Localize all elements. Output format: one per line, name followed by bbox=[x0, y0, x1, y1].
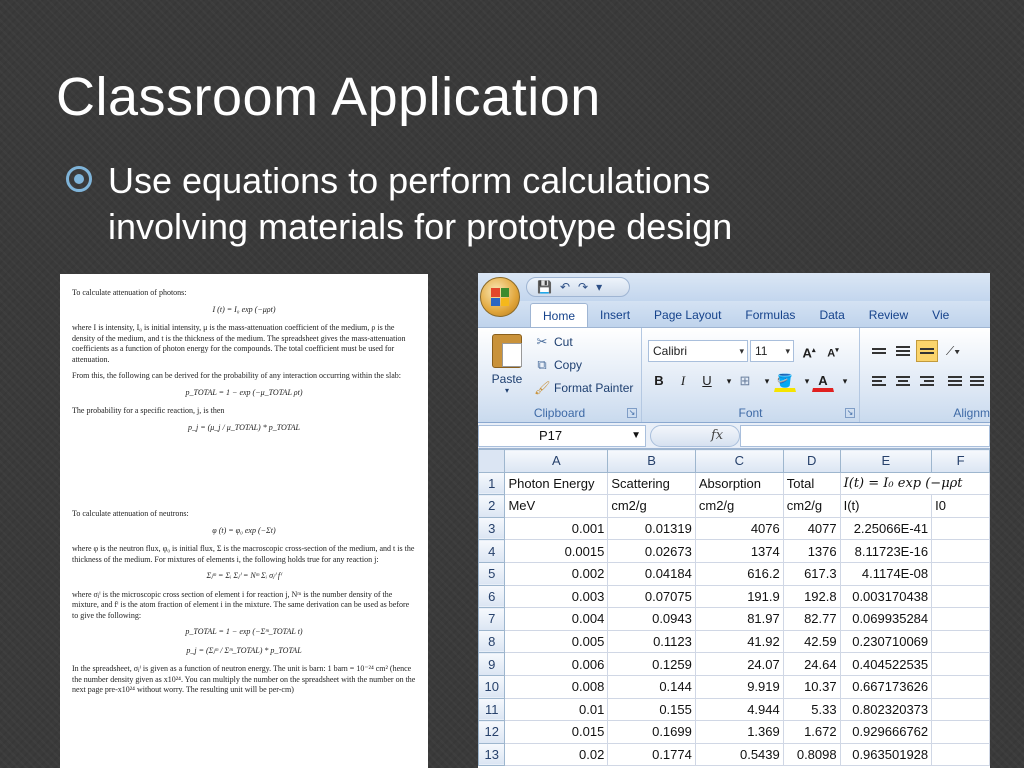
cell[interactable]: 4.1174E-08 bbox=[840, 562, 932, 585]
align-top-icon[interactable] bbox=[868, 340, 890, 362]
cell[interactable]: 0.929666762 bbox=[840, 721, 932, 744]
formula-bar bbox=[478, 423, 990, 449]
cell[interactable]: 0.008 bbox=[505, 675, 608, 698]
cell[interactable]: I(t) = I₀ exp (−μρt bbox=[840, 472, 989, 495]
tab-view[interactable]: Vie bbox=[932, 308, 950, 322]
cell[interactable]: 0.002 bbox=[505, 562, 608, 585]
doc-equation: p_TOTAL = 1 − exp (−μ_TOTAL ρt) bbox=[185, 387, 303, 397]
tab-page-layout[interactable]: Page Layout bbox=[654, 308, 722, 322]
row-header[interactable]: 2 bbox=[479, 495, 505, 518]
dialog-launcher-icon[interactable]: ↘ bbox=[846, 408, 854, 417]
tab-review[interactable]: Review bbox=[868, 308, 909, 322]
table-row bbox=[479, 585, 990, 608]
cell[interactable]: 0.003 bbox=[505, 585, 608, 608]
cell[interactable]: 4077 bbox=[783, 517, 840, 540]
cell[interactable]: 9.919 bbox=[695, 675, 783, 698]
font-name-value: Calibri bbox=[653, 344, 688, 358]
doc-equation: Σⱼᵐ = Σᵢ Σⱼⁱ = Nᵐ Σᵢ σⱼⁱ fⁱ bbox=[206, 571, 282, 580]
cell[interactable] bbox=[932, 540, 990, 563]
cell[interactable]: 0.667173626 bbox=[840, 675, 932, 698]
cell[interactable]: 1.369 bbox=[695, 721, 783, 744]
paintbrush-icon: 🖌 bbox=[534, 380, 551, 395]
cell[interactable]: 616.2 bbox=[695, 562, 783, 585]
cell[interactable]: 1374 bbox=[695, 540, 783, 563]
cell[interactable]: 0.006 bbox=[505, 653, 608, 676]
orientation-icon[interactable]: ⟋▾ bbox=[945, 344, 961, 358]
chevron-down-icon: ▾ bbox=[785, 346, 790, 356]
slide-title: Classroom Application bbox=[56, 67, 601, 127]
row-header[interactable]: 11 bbox=[479, 698, 505, 721]
clipboard-group bbox=[478, 328, 642, 422]
doc-equation: I (t) = I₀ exp (−μρt) bbox=[212, 304, 276, 314]
cell[interactable]: 0.963501928 bbox=[840, 743, 932, 766]
office-button[interactable] bbox=[480, 277, 520, 317]
chevron-down-icon[interactable]: ▾ bbox=[804, 376, 810, 386]
undo-icon[interactable]: ↶ bbox=[559, 280, 571, 294]
cell[interactable]: cm2/g bbox=[783, 495, 840, 518]
table-row bbox=[479, 698, 990, 721]
copy-label: Copy bbox=[554, 358, 583, 372]
paste-label: Paste bbox=[491, 372, 523, 386]
cell[interactable]: 0.1123 bbox=[608, 630, 696, 653]
table-row bbox=[479, 540, 990, 563]
save-icon[interactable]: 💾 bbox=[537, 280, 552, 294]
table-row bbox=[479, 608, 990, 631]
cell[interactable]: 0.02673 bbox=[608, 540, 696, 563]
document-panel bbox=[60, 274, 428, 768]
cell[interactable]: I0 bbox=[932, 495, 990, 518]
excel-window bbox=[478, 273, 990, 768]
doc-paragraph: where I is intensity, I₀ is initial intensity, μ is the mass-attenuation coefficient of the medium, ρ is the density of the medium, and t is the thickness of the medium. The spreadsheet gives the mass-attenuation coefficients as a function of photon energy for the compounds. The total coefficient must be used for attenuation. bbox=[72, 323, 406, 364]
cut-button[interactable] bbox=[534, 334, 573, 350]
column-header[interactable]: F bbox=[932, 450, 990, 473]
cut-label: Cut bbox=[554, 335, 573, 349]
cell[interactable]: cm2/g bbox=[695, 495, 783, 518]
doc-paragraph: where φ is the neutron flux, φ₀ is initial flux, Σ is the macroscopic cross-section of the medium, and t is the thickness of the medium. For mixtures of elements i, the following holds true for any reaction j: bbox=[72, 544, 415, 564]
borders-icon[interactable]: ⊞ bbox=[739, 373, 751, 388]
table-row bbox=[479, 675, 990, 698]
cell[interactable]: 0.005 bbox=[505, 630, 608, 653]
row-header[interactable]: 5 bbox=[479, 562, 505, 585]
doc-equation: p_j = (μ_j / μ_TOTAL) * p_TOTAL bbox=[188, 422, 300, 432]
align-middle-icon[interactable] bbox=[892, 340, 914, 362]
format-painter-label: Format Painter bbox=[554, 381, 634, 395]
font-group-label: Font bbox=[738, 406, 763, 420]
cell[interactable]: Photon Energy bbox=[505, 472, 608, 495]
alignment-group-label: Alignm bbox=[953, 406, 990, 420]
column-header[interactable]: C bbox=[695, 450, 783, 473]
cell[interactable]: 0.001 bbox=[505, 517, 608, 540]
formula-input[interactable] bbox=[740, 425, 990, 447]
scissors-icon: ✂ bbox=[536, 334, 548, 349]
doc-paragraph: where σⱼⁱ is the microscopic cross section of element i for reaction j, Nᵐ is the number density of the mixture, and fⁱ is the atom fraction of element i in the mixture. The same derivation can be used as before to give the following: bbox=[72, 589, 410, 620]
format-painter-button[interactable] bbox=[534, 380, 633, 396]
cell[interactable]: 0.01 bbox=[505, 698, 608, 721]
copy-button[interactable] bbox=[534, 357, 582, 373]
cell[interactable]: 0.003170438 bbox=[840, 585, 932, 608]
dialog-launcher-icon[interactable]: ↘ bbox=[628, 408, 636, 417]
doc-equation: φ (t) = φ₀ exp (−Σt) bbox=[212, 525, 276, 535]
align-right-icon[interactable] bbox=[916, 370, 938, 392]
cell[interactable]: 24.07 bbox=[695, 653, 783, 676]
table-row bbox=[479, 630, 990, 653]
cell[interactable] bbox=[932, 585, 990, 608]
customize-qat-icon[interactable]: ▾ bbox=[596, 280, 603, 294]
doc-paragraph: In the spreadsheet, σⱼⁱ is given as a function of neutron energy. The unit is barn: 1 barn = 10⁻²⁴ cm² (hence the number density given as x10²⁴. You can multiply the number on the spreadsheet with the number on the next page pre-x10²⁴ without worry. The resulting unit will be per-cm) bbox=[72, 664, 416, 694]
table-row bbox=[479, 721, 990, 744]
bullet-circle-icon bbox=[66, 166, 92, 192]
paste-button[interactable] bbox=[486, 334, 528, 395]
doc-paragraph: From this, the following can be derived for the probability of any interaction occurring within the slab: bbox=[72, 371, 402, 380]
row-header[interactable]: 3 bbox=[479, 517, 505, 540]
cell[interactable]: 0.404522535 bbox=[840, 653, 932, 676]
cell[interactable] bbox=[932, 608, 990, 631]
table-row bbox=[479, 653, 990, 676]
tab-insert[interactable]: Insert bbox=[600, 308, 631, 322]
cell[interactable]: 4076 bbox=[695, 517, 783, 540]
font-group bbox=[642, 328, 860, 422]
bullet-point bbox=[66, 158, 966, 250]
cell[interactable]: 0.069935284 bbox=[840, 608, 932, 631]
grow-font-button[interactable]: A▴ bbox=[802, 345, 816, 361]
cell[interactable]: 0.0943 bbox=[608, 608, 696, 631]
cell[interactable]: 617.3 bbox=[783, 562, 840, 585]
cell[interactable]: 0.1259 bbox=[608, 653, 696, 676]
chevron-down-icon[interactable]: ▾ bbox=[764, 376, 770, 386]
cell[interactable]: 0.144 bbox=[608, 675, 696, 698]
cell[interactable]: Absorption bbox=[695, 472, 783, 495]
cell[interactable]: 42.59 bbox=[783, 630, 840, 653]
cell[interactable]: 10.37 bbox=[783, 675, 840, 698]
bullet-line-1: Use equations to perform calculations bbox=[108, 160, 711, 201]
tab-formulas[interactable]: Formulas bbox=[745, 308, 796, 322]
cell[interactable]: 191.9 bbox=[695, 585, 783, 608]
font-size-select[interactable] bbox=[750, 340, 794, 362]
name-box[interactable] bbox=[478, 425, 646, 447]
cell[interactable]: 8.11723E-16 bbox=[840, 540, 932, 563]
cell[interactable]: 0.8098 bbox=[783, 743, 840, 766]
ribbon bbox=[478, 327, 990, 423]
font-color-button[interactable]: A bbox=[812, 370, 834, 392]
cell[interactable]: 0.02 bbox=[505, 743, 608, 766]
column-header[interactable]: A bbox=[505, 450, 608, 473]
increase-indent-icon[interactable] bbox=[966, 370, 988, 392]
cell[interactable]: 1376 bbox=[783, 540, 840, 563]
row-header[interactable]: 13 bbox=[479, 743, 505, 766]
cell[interactable] bbox=[932, 698, 990, 721]
cell[interactable]: Total bbox=[783, 472, 840, 495]
doc-paragraph: The probability for a specific reaction, j, is then bbox=[72, 406, 225, 415]
row-header[interactable]: 7 bbox=[479, 608, 505, 631]
cell[interactable]: 0.07075 bbox=[608, 585, 696, 608]
bullet-text bbox=[108, 158, 732, 250]
cell[interactable]: 5.33 bbox=[783, 698, 840, 721]
tab-data[interactable]: Data bbox=[819, 308, 845, 322]
name-box-value: P17 bbox=[539, 428, 563, 443]
doc-paragraph: To calculate attenuation of photons: bbox=[72, 288, 187, 297]
column-header[interactable]: E bbox=[840, 450, 932, 473]
underline-button[interactable]: U bbox=[702, 373, 712, 388]
redo-icon[interactable]: ↷ bbox=[578, 280, 589, 294]
clipboard-group-label: Clipboard bbox=[533, 406, 586, 420]
ribbon-tabs bbox=[478, 301, 990, 327]
shrink-font-button[interactable]: A▾ bbox=[827, 347, 839, 360]
cell[interactable]: 0.0015 bbox=[505, 540, 608, 563]
table-row bbox=[479, 495, 990, 518]
row-header[interactable]: 9 bbox=[479, 653, 505, 676]
cell[interactable]: Scattering bbox=[608, 472, 696, 495]
cell[interactable]: 0.004 bbox=[505, 608, 608, 631]
table-row bbox=[479, 517, 990, 540]
doc-equation: p_j = (Σⱼᵐ / Σᵐ_TOTAL) * p_TOTAL bbox=[186, 645, 302, 655]
quick-access-toolbar bbox=[526, 277, 630, 297]
font-size-value: 11 bbox=[755, 344, 768, 358]
decrease-indent-icon[interactable] bbox=[944, 370, 966, 392]
row-header[interactable]: 10 bbox=[479, 675, 505, 698]
cell[interactable] bbox=[932, 743, 990, 766]
chevron-down-icon[interactable]: ▾ bbox=[504, 386, 509, 395]
row-header[interactable]: 8 bbox=[479, 630, 505, 653]
cell[interactable] bbox=[932, 675, 990, 698]
cell[interactable]: 41.92 bbox=[695, 630, 783, 653]
bold-button[interactable]: B bbox=[654, 373, 664, 388]
cell[interactable]: 0.1699 bbox=[608, 721, 696, 744]
spreadsheet-grid bbox=[478, 449, 990, 766]
alignment-group bbox=[860, 328, 990, 422]
insert-function-button[interactable] bbox=[650, 425, 740, 447]
align-left-icon[interactable] bbox=[868, 370, 890, 392]
cell[interactable] bbox=[932, 721, 990, 744]
row-header[interactable]: 1 bbox=[479, 472, 505, 495]
cell[interactable]: 192.8 bbox=[783, 585, 840, 608]
row-header[interactable]: 6 bbox=[479, 585, 505, 608]
doc-paragraph: To calculate attenuation of neutrons: bbox=[72, 509, 189, 518]
column-header[interactable]: D bbox=[783, 450, 840, 473]
cell[interactable]: 2.25066E-41 bbox=[840, 517, 932, 540]
cell[interactable]: 0.230710069 bbox=[840, 630, 932, 653]
cell[interactable]: 0.802320373 bbox=[840, 698, 932, 721]
align-center-icon[interactable] bbox=[892, 370, 914, 392]
cell[interactable] bbox=[932, 517, 990, 540]
chevron-down-icon: ▾ bbox=[739, 346, 744, 356]
chevron-down-icon[interactable]: ▾ bbox=[842, 376, 848, 386]
cell[interactable]: MeV bbox=[505, 495, 608, 518]
chevron-down-icon[interactable]: ▾ bbox=[726, 376, 732, 386]
cell[interactable]: 82.77 bbox=[783, 608, 840, 631]
cell[interactable]: 1.672 bbox=[783, 721, 840, 744]
fx-icon: fx bbox=[711, 428, 724, 443]
clipboard-icon bbox=[492, 334, 522, 368]
cell[interactable]: 4.944 bbox=[695, 698, 783, 721]
cell[interactable]: 0.1774 bbox=[608, 743, 696, 766]
table-row bbox=[479, 472, 990, 495]
italic-button[interactable]: I bbox=[680, 373, 686, 388]
font-name-select[interactable] bbox=[648, 340, 748, 362]
select-all-corner[interactable] bbox=[479, 450, 505, 473]
cell[interactable]: cm2/g bbox=[608, 495, 696, 518]
cell[interactable]: 0.015 bbox=[505, 721, 608, 744]
title-bar bbox=[478, 273, 990, 301]
row-header[interactable]: 4 bbox=[479, 540, 505, 563]
table-row bbox=[479, 743, 990, 766]
cell[interactable] bbox=[932, 653, 990, 676]
cell[interactable]: 81.97 bbox=[695, 608, 783, 631]
align-bottom-icon[interactable] bbox=[916, 340, 938, 362]
cell[interactable]: I(t) bbox=[840, 495, 932, 518]
cell[interactable]: 24.64 bbox=[783, 653, 840, 676]
table-row bbox=[479, 562, 990, 585]
cell[interactable]: 0.155 bbox=[608, 698, 696, 721]
cell[interactable]: 0.5439 bbox=[695, 743, 783, 766]
office-logo-icon bbox=[491, 288, 509, 306]
cell[interactable]: 0.04184 bbox=[608, 562, 696, 585]
copy-icon: ⧉ bbox=[537, 357, 547, 372]
doc-equation: p_TOTAL = 1 − exp (−Σᵐ_TOTAL t) bbox=[185, 627, 303, 636]
tab-home[interactable]: Home bbox=[530, 303, 588, 327]
cell[interactable]: 0.01319 bbox=[608, 517, 696, 540]
column-header[interactable]: B bbox=[608, 450, 696, 473]
row-header[interactable]: 12 bbox=[479, 721, 505, 744]
bullet-line-2: involving materials for prototype design bbox=[108, 206, 733, 247]
chevron-down-icon: ▼ bbox=[631, 430, 641, 441]
cell[interactable] bbox=[932, 630, 990, 653]
fill-color-icon[interactable]: 🪣 bbox=[774, 370, 796, 392]
cell[interactable] bbox=[932, 562, 990, 585]
